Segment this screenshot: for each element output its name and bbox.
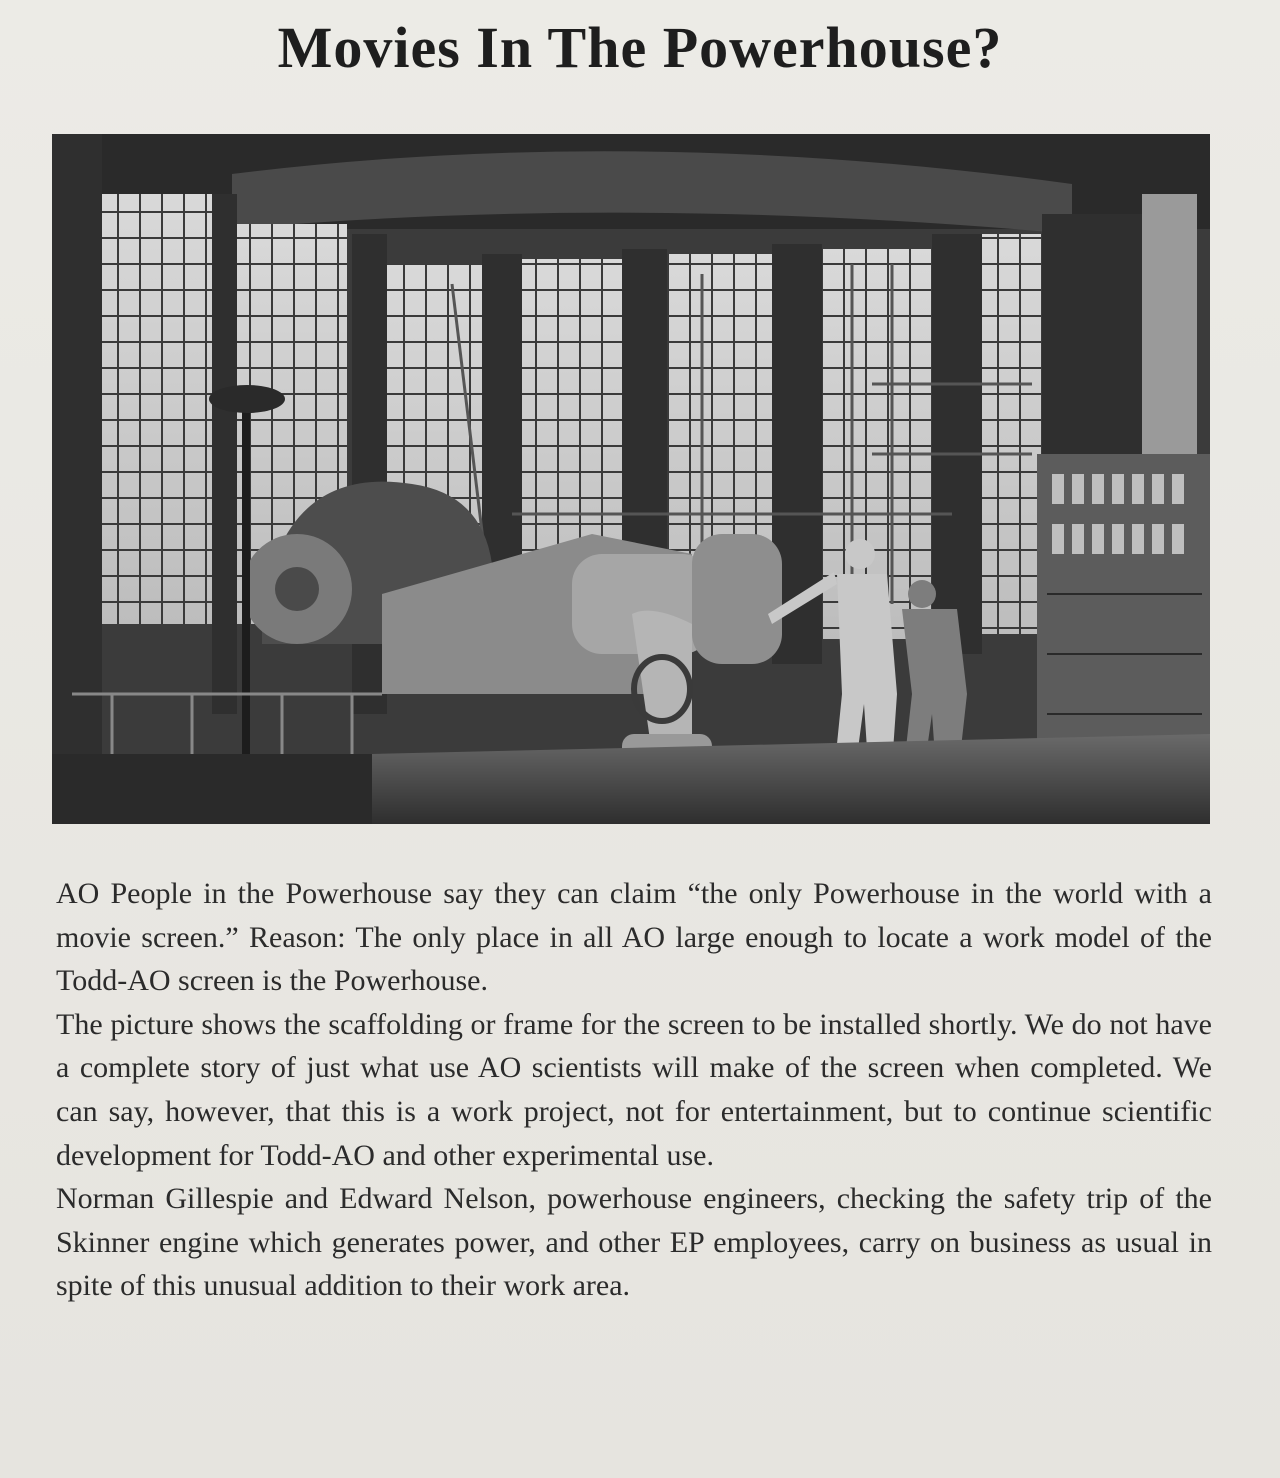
article-paragraph: AO People in the Powerhouse say they can claim “the only Powerhouse in the world with a movie screen.” Reason: The only place in all AO large enough to locate a work model of the Todd-AO screen is the Powerhouse.	[56, 877, 1212, 998]
article-body	[56, 872, 1212, 1308]
page-title: Movies In The Powerhouse?	[277, 15, 1003, 80]
powerhouse-photo-illustration	[52, 134, 1210, 824]
article-paragraph: The picture shows the scaffolding or frame for the screen to be installed shortly. We do not have a complete story of just what use AO scientists will make of the screen when completed. We can say, however, that this is a work project, not for entertainment, but to continue scientific development for Todd-AO and other experimental use.	[56, 1007, 1212, 1172]
powerhouse-photo	[52, 134, 1210, 824]
article-paragraph: Norman Gillespie and Edward Nelson, powerhouse engineers, checking the safety trip of the Skinner engine which generates power, and other EP employees, carry on business as usual in spite of this unusual addition to their work area.	[56, 1182, 1212, 1303]
